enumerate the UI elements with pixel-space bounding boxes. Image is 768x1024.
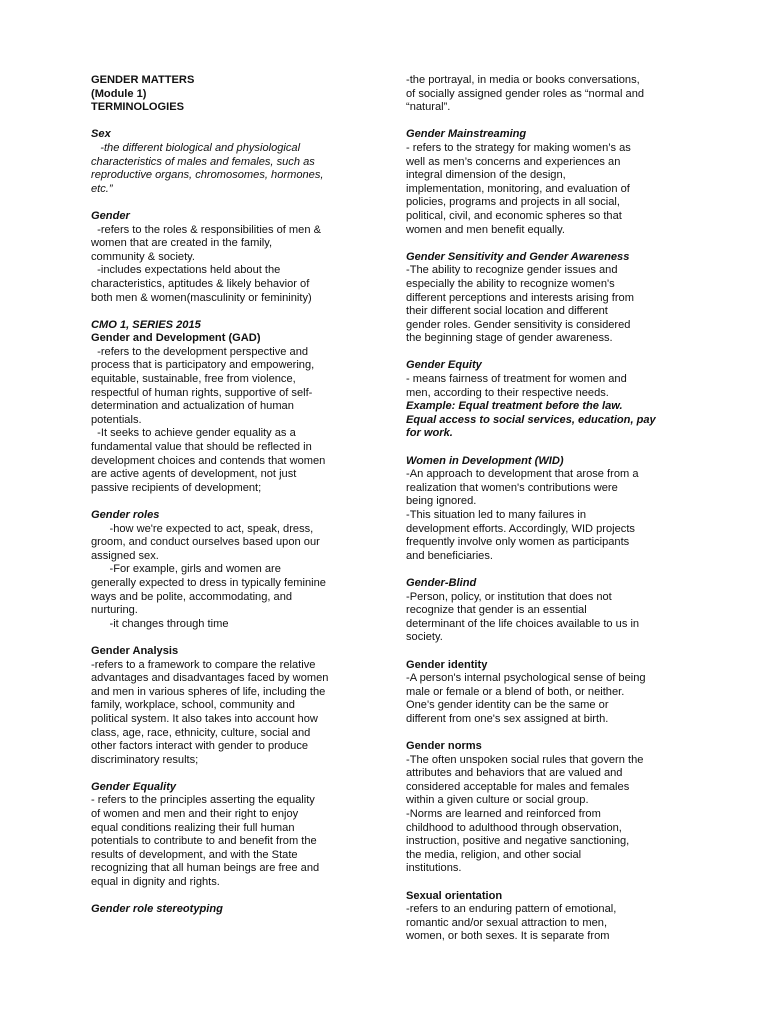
right-text-line: especially the ability to recognize women's [406,277,615,290]
right-text-line: Gender norms [406,740,482,753]
left-text-line: process that is participatory and empowering, [91,359,315,372]
right-text-line: - means fairness of treatment for women and [406,373,627,386]
right-text-line: Gender Sensitivity and Gender Awareness [406,250,630,263]
left-text-line: groom, and conduct ourselves based upon our [91,536,320,549]
left-column [91,74,369,917]
right-text-line: society. [406,631,443,644]
left-spacer [91,890,369,904]
right-text-line: male or female or a blend of both, or neither. [406,685,625,698]
left-text-line: etc.” [91,182,113,195]
left-text-line: development choices and contends that women [91,454,326,467]
left-text-line: nurturing. [91,604,138,617]
left-spacer [91,767,369,781]
right-text-line: “natural”. [406,101,451,114]
left-text-line: -It seeks to achieve gender equality as a [91,427,296,440]
right-text-line: -the portrayal, in media or books conversations, [406,74,640,86]
right-text-line: Gender identity [406,658,488,671]
left-text-line: and men in various spheres of life, including the [91,685,326,698]
left-text-line: -For example, girls and women are [91,563,281,576]
left-text-line: women that are created in the family, [91,237,273,250]
left-text-line: -includes expectations held about the [91,264,281,277]
right-text-line: different perceptions and interests arising from [406,291,634,304]
right-text-line: their different social location and different [406,305,608,318]
left-text-line: Gender Analysis [91,644,179,657]
right-text-line: determinant of the life choices available to us in [406,617,640,630]
right-text-line: women, or both sexes. It is separate from [406,930,610,943]
right-text-line: the media, religion, and other social [406,848,582,861]
right-spacer [406,115,682,129]
left-text-line: characteristics of males and females, such as [91,155,315,168]
right-text-line: -Norms are learned and reinforced from [406,808,601,821]
left-text-line: assigned sex. [91,549,159,562]
left-text-line: - refers to the principles asserting the equality [91,794,315,807]
left-text-line: Sex [91,128,111,141]
left-text-line: Gender and Development (GAD) [91,332,261,345]
right-text-line: of socially assigned gender roles as “normal and [406,87,645,100]
left-text-line: equal in dignity and rights. [91,876,220,889]
left-text-line: of women and men and their right to enjoy [91,808,299,821]
left-text-line: equal conditions realizing their full human [91,821,295,834]
right-text-line: Gender Equity [406,359,482,372]
left-spacer [91,305,369,319]
right-text-line: development efforts. Accordingly, WID projects [406,522,635,535]
right-text-line: Sexual orientation [406,889,503,902]
right-text-line: -A person's internal psychological sense of being [406,672,646,685]
right-text-line: within a given culture or social group. [406,794,589,807]
left-text-line: Gender Equality [91,780,177,793]
left-text-line: both men & women(masculinity or femininity) [91,291,312,304]
left-text-line: (Module 1) [91,87,147,100]
right-text-line: - refers to the strategy for making women’s as [406,141,631,154]
right-spacer [406,441,682,455]
left-text-line: potentials to contribute to and benefit from the [91,835,317,848]
right-text-line: -refers to an enduring pattern of emotional, [406,903,617,916]
right-text-line: women and men benefit equally. [406,223,565,236]
right-text-line: -This situation led to many failures in [406,509,587,521]
right-text-line: considered acceptable for males and females [406,780,630,793]
right-text-line: recognize that gender is an essential [406,604,587,617]
left-text-line: reproductive organs, chromosomes, hormones, [91,169,324,182]
right-text-line: instruction, positive and negative sanctioning, [406,835,630,848]
right-text-line: Example: Equal treatment before the law. [406,400,623,413]
right-column [406,74,682,944]
left-text-line: -refers to the roles & responsibilities of men & [91,223,321,236]
left-text-line: community & society. [91,250,195,263]
left-spacer [91,115,369,129]
left-text-line: are active agents of development, not just [91,468,297,481]
right-text-line: Gender Mainstreaming [406,128,527,141]
left-text-line: Gender role stereotyping [91,903,223,916]
left-text-line: Gender [91,209,130,222]
left-text-line: generally expected to dress in typically feminine [91,576,326,589]
left-text-line: class, age, race, ethnicity, culture, social and [91,726,311,739]
right-text-line: realization that women's contributions were [406,481,618,494]
right-text-line: gender roles. Gender sensitivity is considered [406,318,631,331]
left-text-line: advantages and disadvantages faced by women [91,672,329,685]
left-text-line: Gender roles [91,509,160,521]
right-text-line: -The ability to recognize gender issues and [406,264,618,277]
right-text-line: Women in Development (WID) [406,454,564,467]
right-spacer [406,727,682,741]
right-spacer [406,645,682,659]
left-text-line: -refers to the development perspective and [91,345,309,358]
left-text-line: discriminatory results; [91,753,199,766]
left-text-line: passive recipients of development; [91,481,262,494]
right-spacer [406,563,682,577]
right-text-line: the beginning stage of gender awareness. [406,332,613,345]
right-text-line: One's gender identity can be the same or [406,699,609,712]
right-text-line: romantic and/or sexual attraction to men, [406,916,608,929]
right-text-line: political, civil, and economic spheres so that [406,209,622,222]
left-text-line: political system. It also takes into account how [91,712,318,725]
left-text-line: determination and actualization of human [91,400,294,413]
right-text-line: institutions. [406,862,462,875]
right-text-line: frequently involve only women as participants [406,536,630,549]
left-text-line: -the different biological and physiological [91,141,301,154]
right-text-line: integral dimension of the design, [406,169,566,182]
left-spacer [91,196,369,210]
right-text-line: and beneficiaries. [406,549,493,562]
right-text-line: policies, programs and projects in all social, [406,196,620,209]
right-text-line: men, according to their respective needs. [406,386,609,399]
left-text-line: GENDER MATTERS [91,74,195,86]
left-text-line: respectful of human rights, supportive of self- [91,386,313,399]
right-text-line: different from one's sex assigned at birth. [406,712,609,725]
right-text-line: -Person, policy, or institution that does not [406,590,612,603]
left-text-line: recognizing that all human beings are free and [91,862,320,875]
left-text-line: -how we're expected to act, speak, dress, [91,522,314,535]
left-text-line: CMO 1, SERIES 2015 [91,318,201,331]
right-spacer [406,237,682,251]
left-text-line: results of development, and with the State [91,848,298,861]
right-text-line: for work. [406,427,453,440]
left-text-line: equitable, sustainable, free from violence, [91,373,296,386]
right-text-line: childhood to adulthood through observation, [406,821,622,834]
left-spacer [91,495,369,509]
right-text-line: well as men’s concerns and experiences an [406,155,621,168]
left-text-line: -it changes through time [91,617,229,630]
right-text-line: attributes and behaviors that are valued and [406,767,623,780]
right-text-line: Equal access to social services, education, pay [406,413,656,426]
right-text-line: -An approach to development that arose from a [406,468,639,481]
left-text-line: family, workplace, school, community and [91,699,295,712]
left-text-line: potentials. [91,413,142,426]
right-text-line: -The often unspoken social rules that govern the [406,753,644,766]
left-text-line: -refers to a framework to compare the relative [91,658,316,671]
left-spacer [91,631,369,645]
left-text-line: other factors interact with gender to produce [91,740,309,753]
right-spacer [406,876,682,890]
right-text-line: Gender-Blind [406,576,477,589]
left-text-line: ways and be polite, accommodating, and [91,590,293,603]
left-text-line: characteristics, aptitudes & likely behavior of [91,277,310,290]
right-text-line: being ignored. [406,495,477,508]
right-spacer [406,346,682,360]
left-text-line: fundamental value that should be reflected in [91,441,312,454]
right-text-line: implementation, monitoring, and evaluation of [406,182,630,195]
left-text-line: TERMINOLOGIES [91,101,185,114]
